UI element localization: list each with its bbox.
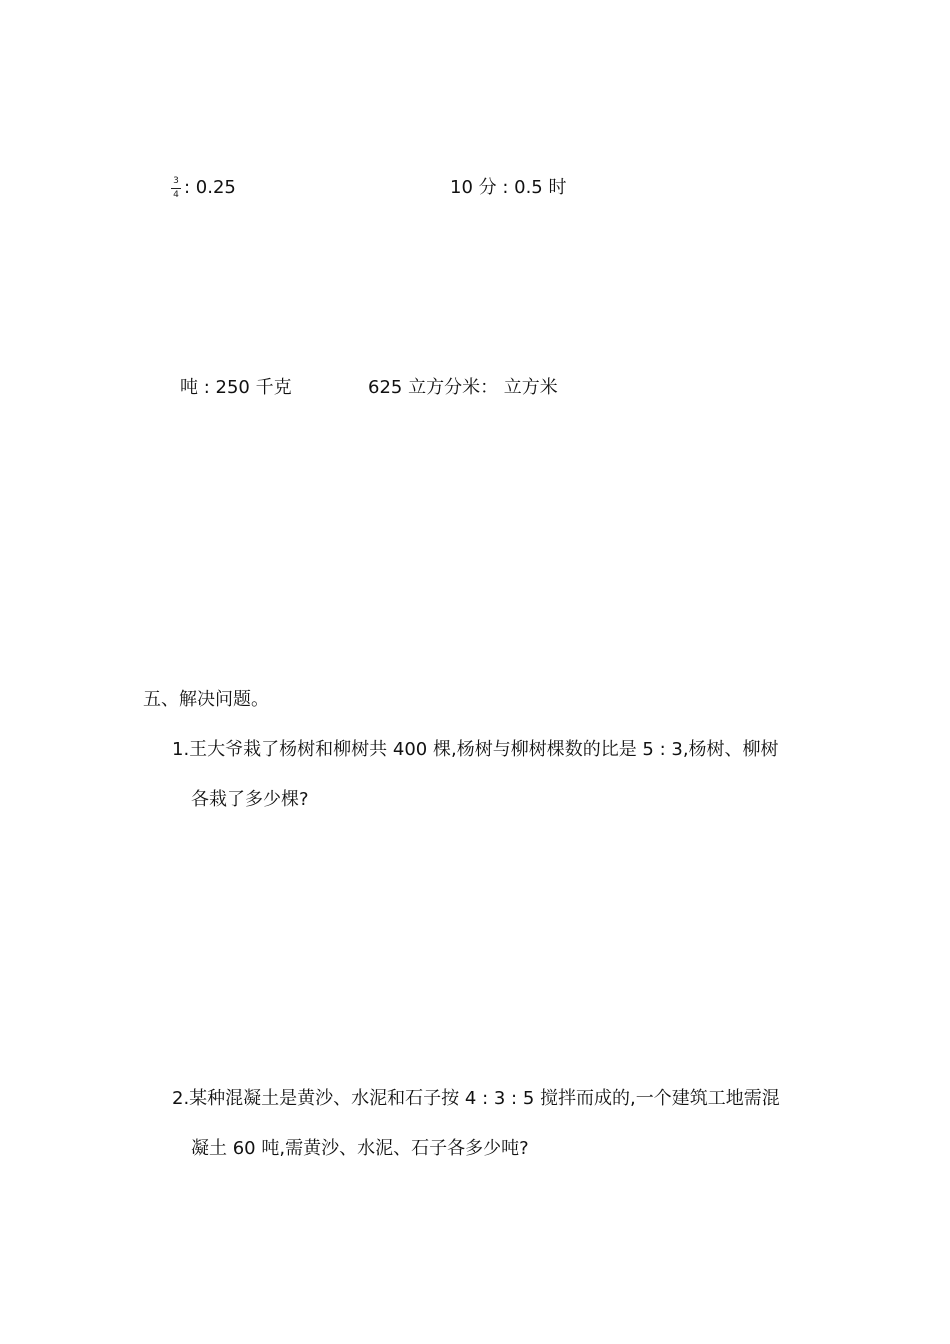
fraction-denominator: 4: [173, 190, 179, 200]
problem-2-line-1: 2.某种混凝土是黄沙、水泥和石子按 4 : 3 : 5 搅拌而成的,一个建筑工地需混: [172, 1088, 780, 1109]
fraction-three-quarters: [171, 176, 181, 210]
section-title: 五、解决问题。: [143, 689, 269, 710]
ratio-item-4: 625 立方分米： 立方米: [368, 377, 558, 398]
ratio-item-2: 10 分 : 0.5 时: [450, 177, 567, 198]
ratio-item-1: : 0.25: [184, 177, 236, 198]
problem-1-line-1: 1.王大爷栽了杨树和柳树共 400 棵,杨树与柳树棵数的比是 5 : 3,杨树、柳树: [172, 739, 779, 760]
problem-2-line-2: 凝土 60 吨,需黄沙、水泥、石子各多少吨?: [191, 1138, 529, 1159]
problem-1-line-2: 各栽了多少棵?: [191, 789, 309, 810]
ratio-item-3: 吨 : 250 千克: [180, 377, 292, 398]
fraction-numerator: 3: [173, 176, 179, 186]
fraction-bar: [171, 188, 181, 189]
